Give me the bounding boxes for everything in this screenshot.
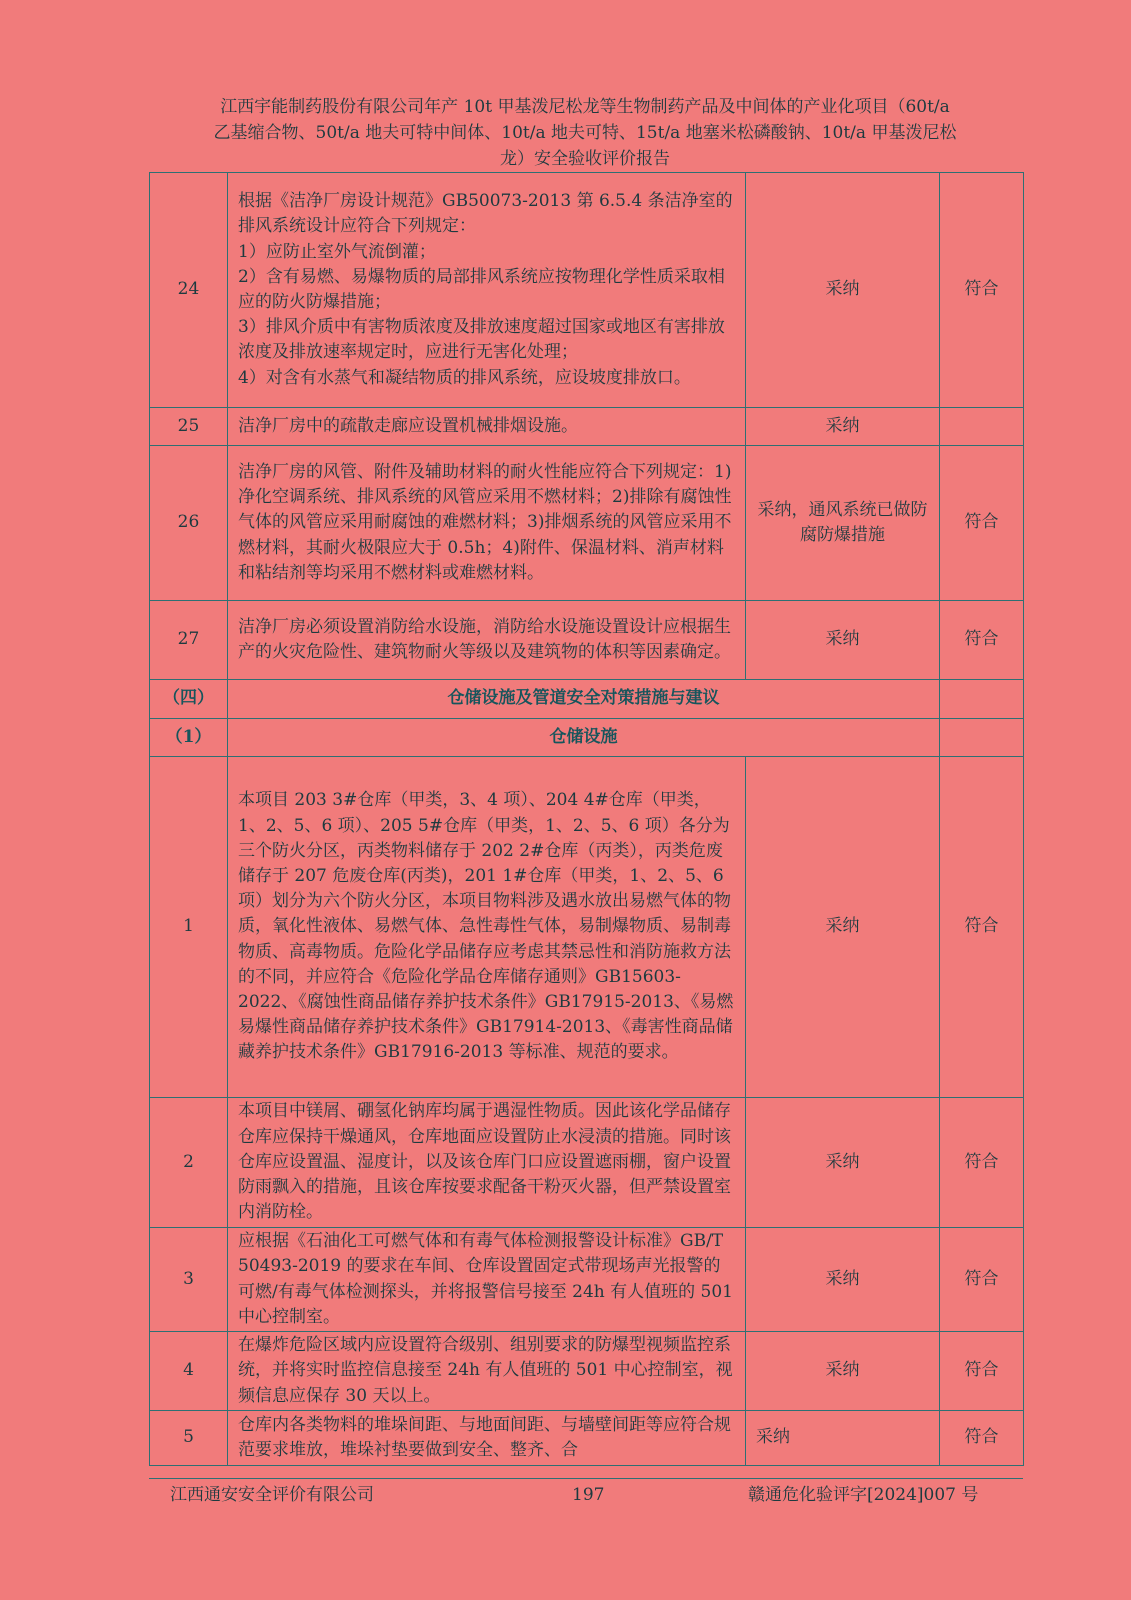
row-adoption: 采纳 bbox=[746, 1411, 940, 1466]
table-row bbox=[150, 1228, 1024, 1332]
row-result: 符合 bbox=[940, 173, 1024, 408]
row-description: 洁净厂房中的疏散走廊应设置机械排烟设施。 bbox=[228, 408, 746, 446]
table-row bbox=[150, 601, 1024, 680]
section-title: 仓储设施及管道安全对策措施与建议 bbox=[228, 680, 940, 719]
measures-table bbox=[149, 172, 1024, 1466]
table-row bbox=[150, 446, 1024, 601]
row-description: 本项目中镁屑、硼氢化钠库均属于遇湿性物质。因此该化学品储存仓库应保持干燥通风，仓库地面应设置防止水浸渍的措施。同时该仓库应设置温、湿度计，以及该仓库门口应设置遮雨棚，窗户设置防雨飘入的措施，且该仓库按要求配备干粉灭火器，但严禁设置室内消防栓。 bbox=[228, 1098, 746, 1228]
header-line-1: 江西宇能制药股份有限公司年产 10t 甲基泼尼松龙等生物制药产品及中间体的产业化项目（60t/a bbox=[220, 97, 950, 117]
row-description: 洁净厂房的风管、附件及辅助材料的耐火性能应符合下列规定：1)净化空调系统、排风系统的风管应采用不燃材料；2)排除有腐蚀性气体的风管应采用耐腐蚀的难燃材料；3)排烟系统的风管应采用不燃材料，其耐火极限应大于 0.5h；4)附件、保温材料、消声材料和粘结剂等均采用不燃材料或难燃材料。 bbox=[228, 446, 746, 601]
table-row bbox=[150, 1411, 1024, 1466]
footer-document-number: 赣通危化验评字[2024]007 号 bbox=[748, 1485, 979, 1505]
row-number: 5 bbox=[150, 1411, 228, 1466]
row-description: 在爆炸危险区域内应设置符合级别、组别要求的防爆型视频监控系统，并将实时监控信息接至 24h 有人值班的 501 中心控制室，视频信息应保存 30 天以上。 bbox=[228, 1332, 746, 1411]
row-result: 符合 bbox=[940, 1228, 1024, 1332]
subsection-number: （1） bbox=[150, 719, 228, 757]
row-adoption: 采纳 bbox=[746, 601, 940, 680]
row-result: 符合 bbox=[940, 446, 1024, 601]
row-description: 应根据《石油化工可燃气体和有毒气体检测报警设计标准》GB/T 50493-2019 的要求在车间、仓库设置固定式带现场声光报警的可燃/有毒气体检测探头，并将报警信号接至 24h 有人值班的 501 中心控制室。 bbox=[228, 1228, 746, 1332]
row-number: 26 bbox=[150, 446, 228, 601]
row-adoption: 采纳，通风系统已做防腐防爆措施 bbox=[746, 446, 940, 601]
row-number: 3 bbox=[150, 1228, 228, 1332]
subsection-title: 仓储设施 bbox=[228, 719, 940, 757]
footer-divider bbox=[149, 1478, 1023, 1479]
row-adoption: 采纳 bbox=[746, 173, 940, 408]
subsection-row bbox=[150, 719, 1024, 757]
table-row bbox=[150, 757, 1024, 1098]
table-row bbox=[150, 1098, 1024, 1228]
table-row bbox=[150, 173, 1024, 408]
header-line-3: 龙）安全验收评价报告 bbox=[500, 149, 670, 169]
row-result: 符合 bbox=[940, 1098, 1024, 1228]
row-number: 2 bbox=[150, 1098, 228, 1228]
section-empty-cell bbox=[940, 680, 1024, 719]
row-result: 符合 bbox=[940, 757, 1024, 1098]
row-adoption: 采纳 bbox=[746, 1098, 940, 1228]
table-row bbox=[150, 1332, 1024, 1411]
row-number: 24 bbox=[150, 173, 228, 408]
row-description: 本项目 203 3#仓库（甲类，3、4 项）、204 4#仓库（甲类，1、2、5、6 项）、205 5#仓库（甲类，1、2、5、6 项）各分为三个防火分区，丙类物料储存于 202 2#仓库（丙类），丙类危废储存于 207 危废仓库(丙类)，201 1#仓库（甲类，1、2、5、6 项）划分为六个防火分区，本项目物料涉及遇水放出易燃气体的物质，氧化性液体、易燃气体、急性毒性气体，易制爆物质、易制毒物质、高毒物质。危险化学品储存应考虑其禁忌性和消防施救方法的不同，并应符合《危险化学品仓库储存通则》GB15603-2022、《腐蚀性商品储存养护技术条件》GB17915-2013、《易燃易爆性商品储存养护技术条件》GB17914-2013、《毒害性商品储藏养护技术条件》GB17916-2013 等标准、规范的要求。 bbox=[228, 757, 746, 1098]
header-line-2: 乙基缩合物、50t/a 地夫可特中间体、10t/a 地夫可特、15t/a 地塞米松磷酸钠、10t/a 甲基泼尼松 bbox=[213, 123, 957, 143]
row-result: 符合 bbox=[940, 601, 1024, 680]
row-number: 27 bbox=[150, 601, 228, 680]
page-header bbox=[150, 94, 1020, 172]
row-number: 1 bbox=[150, 757, 228, 1098]
row-adoption: 采纳 bbox=[746, 408, 940, 446]
section-number: （四） bbox=[150, 680, 228, 719]
footer-company: 江西通安安全评价有限公司 bbox=[170, 1485, 374, 1505]
row-result bbox=[940, 408, 1024, 446]
row-result: 符合 bbox=[940, 1332, 1024, 1411]
row-description: 仓库内各类物料的堆垛间距、与地面间距、与墙壁间距等应符合规范要求堆放，堆垛衬垫要做到安全、整齐、合 bbox=[228, 1411, 746, 1466]
row-adoption: 采纳 bbox=[746, 1332, 940, 1411]
row-result: 符合 bbox=[940, 1411, 1024, 1466]
row-adoption: 采纳 bbox=[746, 1228, 940, 1332]
row-description: 洁净厂房必须设置消防给水设施，消防给水设施设置设计应根据生产的火灾危险性、建筑物耐火等级以及建筑物的体积等因素确定。 bbox=[228, 601, 746, 680]
row-number: 25 bbox=[150, 408, 228, 446]
row-description: 根据《洁净厂房设计规范》GB50073-2013 第 6.5.4 条洁净室的排风系统设计应符合下列规定： 1）应防止室外气流倒灌； 2）含有易燃、易爆物质的局部排风系统应按物理化学性质采取相应的防火防爆措施； 3）排风介质中有害物质浓度及排放速度超过国家或地区有害排放浓度及排放速率规定时，应进行无害化处理； 4）对含有水蒸气和凝结物质的排风系统，应设坡度排放口。 bbox=[228, 173, 746, 408]
footer-page-number: 197 bbox=[572, 1485, 605, 1505]
row-adoption: 采纳 bbox=[746, 757, 940, 1098]
table-row bbox=[150, 408, 1024, 446]
subsection-empty-cell bbox=[940, 719, 1024, 757]
row-number: 4 bbox=[150, 1332, 228, 1411]
section-row bbox=[150, 680, 1024, 719]
